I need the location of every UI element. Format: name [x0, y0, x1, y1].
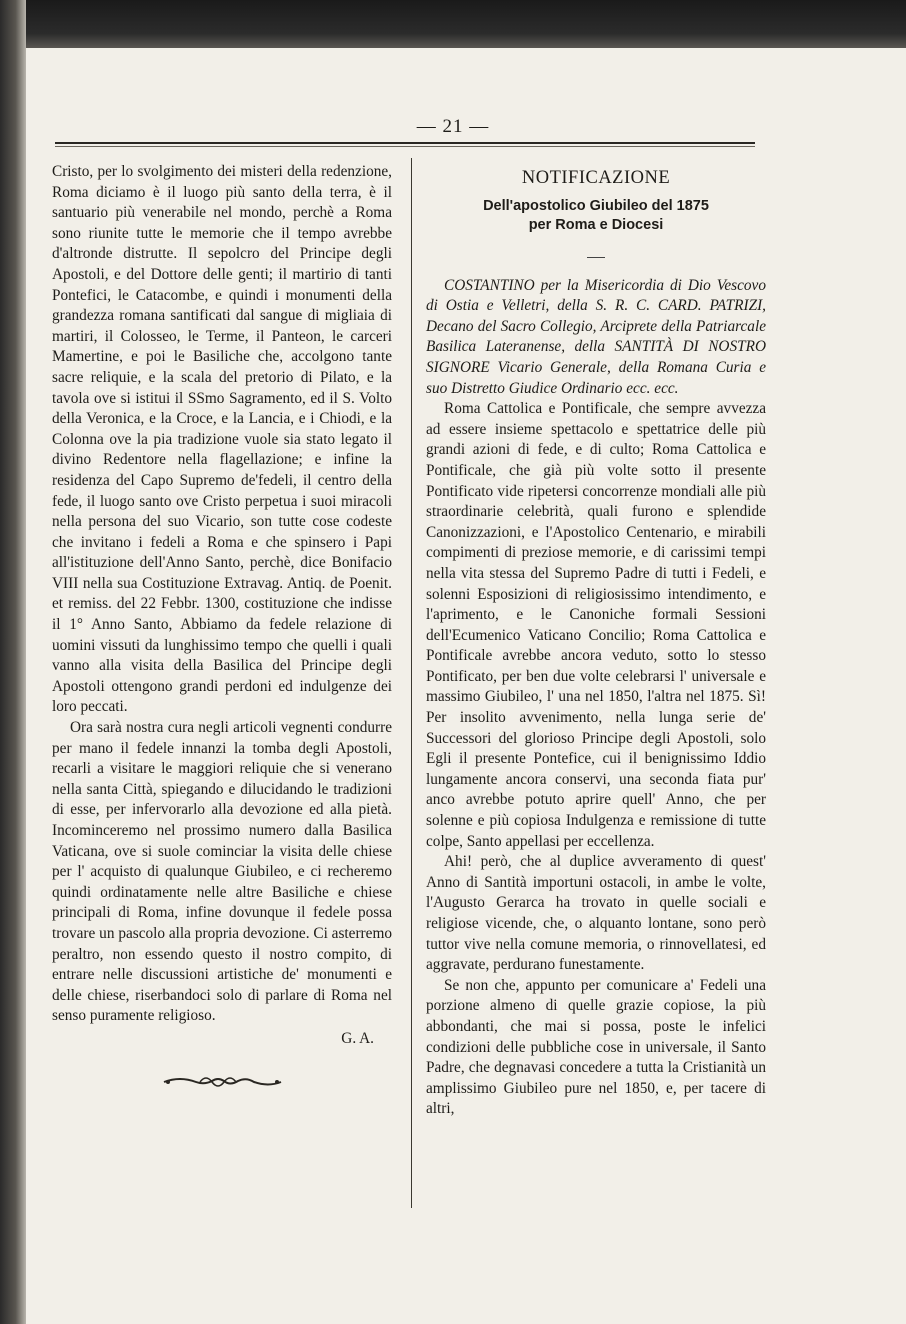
- header-rule: [55, 142, 755, 144]
- signature: G. A.: [341, 1029, 374, 1047]
- right-paragraph-1: Roma Cattolica e Pontificale, che sempre avvezza ad essere insieme spettacolo e spettatrice delle più grandi azioni di fede, e di culto; Roma Cattolica e Pontificale, che già più volte sotto il presente Pontificato vide ripetersi concorrenze mondiali alle più straordinarie celebrità, quali furono e splendide Canonizzazioni, e l'Apostolico Centenario, e mirabili compimenti di preziose memorie, e di carissimi tempi nella vita stessa del Supremo Padre di tutti i Fedeli, e solenni Esposizioni di religiosissimo intendimento, e l'aprimento, e le Canoniche formali Sessioni dell'Ecumenico Vaticano Concilio; Roma Cattolica e Pontificale avrebbe ancora veduto, sotto lo stesso Pontificato, per ben due volte celebrarsi l' universale e massimo Giubileo, l' una nel 1850, l'altra nel 1875. Sì! Per insolito avvenimento, nella lunga serie de' Successori del glorioso Principe degli Apostoli, solo Egli il presente Pontefice, cui il benignissimo Iddio lungamente ancora conservi, una seconda fiata pur' anco avrebbe potuto aprire quell' Anno, che per solenne e più copiosa Indulgenza e remissione di tutte colpe, Santo appellasi per eccellenza.: [426, 400, 766, 850]
- header-rule-thin: [55, 146, 755, 147]
- page-number: — 21 —: [416, 116, 490, 137]
- right-column: [426, 162, 766, 1120]
- scan-top-border: [0, 0, 906, 48]
- notification-subtitle-1: Dell'apostolico Giubileo del 1875: [483, 197, 709, 214]
- decree-heading: COSTANTINO per la Misericordia di Dio Vescovo di Ostia e Velletri, della S. R. C. CARD. PATRIZI, Decano del Sacro Collegio, Arciprete della Patriarcale Basilica Lateranense, della SANTITÀ DI NOSTRO SIGNORE Vicario Generale, della Romana Curia e suo Distretto Giudice Ordinario ecc. ecc.: [426, 276, 766, 397]
- notification-title: NOTIFICAZIONE: [521, 168, 671, 188]
- right-paragraph-3: Se non che, appunto per comunicare a' Fedeli una porzione almeno di quelle grazie copiose, la più abbondanti, che mai si possa, poste le infelici condizioni delle pubbliche cose in universale, il Santo Padre, che degnavasi concedere a tutta la Cristianità un amplissimo Giubileo pure nel 1850, e, per tacere di altri,: [426, 976, 766, 1118]
- short-divider: [587, 257, 605, 258]
- left-column: [52, 162, 392, 1092]
- printers-ornament-icon: [160, 1072, 285, 1092]
- right-paragraph-2: Ahi! però, che al duplice avveramento di quest' Anno di Santità importuni ostacoli, in ambe le volte, l'Augusto Gerarca ha trovato in quelle sociali e religiose vicende, che, o alquanto lontane, sono però tuttor vive nella comune memoria, o rinnovellatesi, ed aggravate, perdurano funestamente.: [426, 853, 766, 974]
- notification-subtitle-2: per Roma e Diocesi: [528, 216, 664, 233]
- left-paragraph-2: Ora sarà nostra cura negli articoli vegnenti condurre per mano il fedele innanzi la tomba degli Apostoli, recarli a visitare le maggiori reliquie che si venerano nella santa Città, spiegando e dilucidando le tradizioni di esse, per infervorarlo alla devozione ed alla pietà. Incominceremo nel prossimo numero dalla Basilica Vaticana, ove si suole cominciar la visita delle chiese per l' acquisto di qualunque Giubileo, e ci recheremo quindi ordinatamente nelle altre Basiliche e chiese principali di Roma, infine dovunque il fedele possa trovare un pascolo alla propria devozione. Ci asterremo peraltro, non essendo questo il nostro compito, di entrare nelle discussioni artistiche de' monumenti e delle chiese, riserbandoci solo di parlare di Roma nel senso puramente religioso.: [52, 719, 392, 1025]
- left-paragraph-1: Cristo, per lo svolgimento dei misteri della redenzione, Roma diciamo è il luogo più santo della terra, è il santuario più venerabile nel mondo, perchè a Roma sono riunite tutte le memorie che il tempo avrebbe d'altronde distrutte. Il sepolcro del Principe degli Apostoli, e del Dottore delle genti; il martirio di tanti Pontefici, le Catacombe, e quindi i monumenti della grandezza romana santificati dal sangue di migliaia di martiri, il Colosseo, le Terme, il Panteon, le carceri Mamertine, e poi le Basiliche che, accolgono tante sacre reliquie, e la scala del pretorio di Pilato, e la tavola ove si istitui il SSmo Sagramento, ed il S. Volto della Veronica, e la Croce, e la Lancia, e i Chiodi, e la Colonna ove la pia tradizione vuole sia stato legato il divino Redentore nella flagellazione; e infine la residenza del Capo Supremo de'fedeli, il centro della fede, il luogo santo ove Cristo perpetua i suoi miracoli nella persona del suo Vicario, son tutte cose codeste che invitano i fedeli a Roma e che spinsero i Papi all'istituzione dell'Anno Santo, perchè, dice Bonifacio VIII nella sua Costituzione Extravag. Antiq. de Poenit. et remiss. del 22 Febbr. 1300, costituzione che indisse il 1° Anno Santo, Abbiamo da fedele relazione di uomini vissuti da lunghissimo tempo che quelli i quali vanno alla visita della Basilica del Principe degli Apostoli ottengono grandi perdoni ed indulgenze dei loro peccati.: [52, 163, 392, 716]
- column-divider: [411, 158, 412, 1208]
- scan-left-border: [0, 0, 26, 1324]
